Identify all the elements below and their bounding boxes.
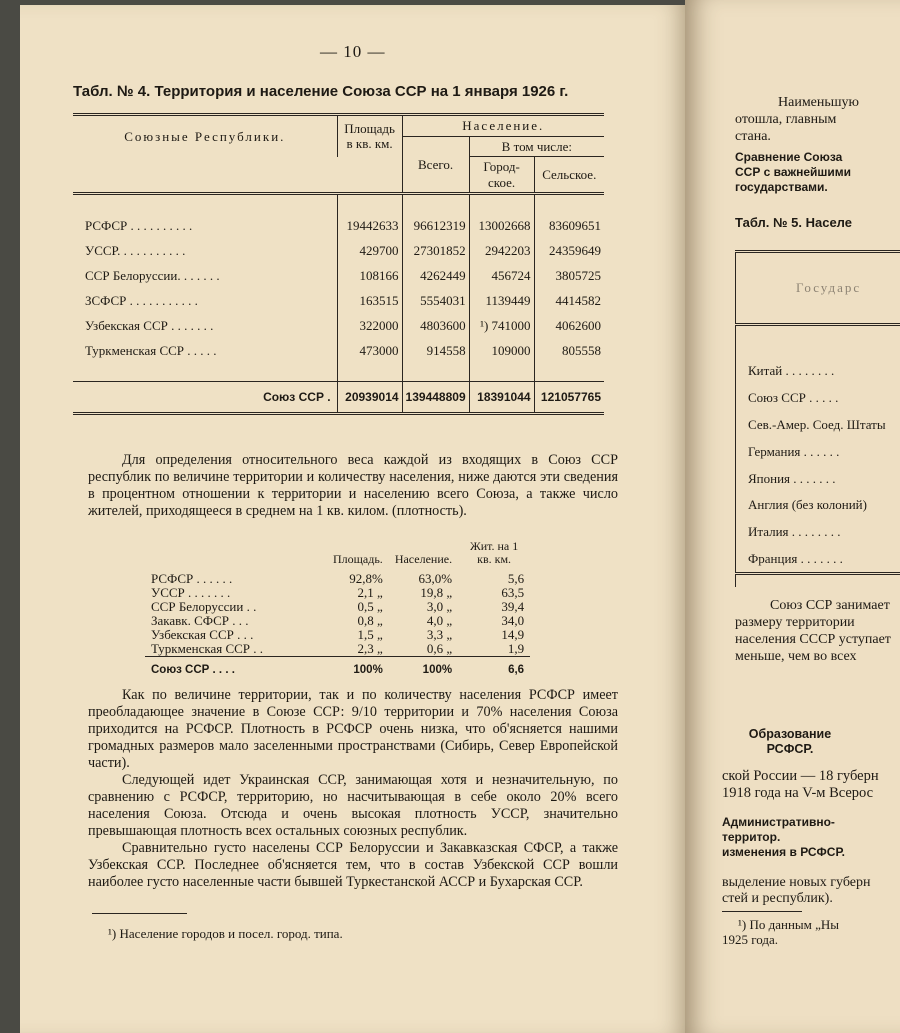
table-total-row: Союз ССР . 20939014 139448809 18391044 121057765 [73, 382, 604, 414]
right-line: стана. [735, 129, 771, 144]
right-line: стей и республик). [722, 891, 833, 906]
right-line: ской России — 18 губерн [722, 768, 879, 784]
table-row: Узбекская ССР . . . . . . . 322000 4803600 ¹) 741000 4062600 [73, 313, 604, 338]
table-row: РСФСР . . . . . . . . . . 19442633 96612319 13002668 83609651 [73, 194, 604, 239]
table-row: Англия (без колоний) [748, 497, 867, 513]
header-population: Население. [402, 115, 604, 137]
right-footnote: 1925 года. [722, 932, 779, 947]
side-heading-formation: Образование РСФСР. [748, 727, 832, 756]
paragraph-3: Следующей идет Украинская ССР, занимающая хотя и незначительную, по сравнению с РСФСР, территорию, но насчитывающая в себе около 20% всего населения Союза. Отсюда и очень высокая плотность УССР, значительно превышающая плотность всех остальных союзных республик. [88, 772, 618, 839]
table-row: Туркменская ССР . . . . . 473000 914558 109000 805558 [73, 338, 604, 382]
header-urban: Город-ское. [469, 157, 534, 194]
header-total: Всего. [402, 136, 469, 194]
side-heading-comparison: Сравнение Союза ССР с важнейшими государствами. [735, 150, 852, 194]
table-row: Союз ССР . . . . . [748, 390, 839, 406]
right-line: отошла, главным [735, 112, 837, 127]
table-row: Италия . . . . . . . . [748, 524, 841, 540]
right-line: 1918 года на V-м Всерос [722, 785, 874, 801]
right-line: выделение новых губерн [722, 875, 871, 890]
side-heading-admin-changes: Административно-территор. изменения в РСФСР. [722, 815, 846, 859]
table-row: Узбекская ССР . . . 1,5 „ 3,3 „ 14,9 [151, 627, 525, 642]
table-row: Япония . . . . . . . [748, 470, 836, 486]
footnote-divider [722, 911, 802, 912]
right-line: меньше, чем во всех [735, 649, 857, 664]
table5-percentages: Площадь. Население. Жит. на 1 кв. км. РСФСР . . . . . . 92,8% 63,0% 5,6 УССР . . . . . . . 2,1 „ 19,8 „ 63,5 ССР Белоруссии . . 0,5 „ 3,0 „ 39,4 Закавк. СФСР . . . 0,8 „ 4,0 „ 34,0 Узбекская ССР . . . 1,5 „ 3,3 „ 14,9 Туркменская ССР . . 2,3 „ 0,6 „ 1,9 Союз ССР . . . . 100% 100% 6,6 [145, 540, 530, 677]
table-row: ССР Белоруссии . . 0,5 „ 3,0 „ 39,4 [151, 599, 525, 614]
footnote-divider [92, 913, 187, 914]
footnote: ¹) Население городов и посел. город. типа. [108, 926, 343, 941]
table4-title: Табл. № 4. Территория и население Союза ССР на 1 января 1926 г. [73, 83, 569, 100]
table-row: УССР. . . . . . . . . . . 429700 27301852 2942203 24359649 [73, 238, 604, 263]
table-row: Туркменская ССР . . 2,3 „ 0,6 „ 1,9 [151, 641, 525, 656]
paragraph-2: Как по величине территории, так и по количеству населения РСФСР имеет преобладающее значение в Союзе ССР: 9/10 территории и 70% населения Союза приходится на РСФСР. Плотность в РСФСР очень низка, что об'ясняется нашими громадных размеров мало заселенными пространствами (Сибирь, Север Европейской части). [88, 687, 618, 771]
right-line: Союз ССР занимает [770, 598, 890, 613]
countries-table [735, 250, 900, 587]
table-row: Сев.-Амер. Соед. Штаты [748, 416, 886, 432]
right-line: населения СССР уступает [735, 632, 891, 647]
paragraph-1: Для определения относительного веса каждой из входящих в Союз ССР республик по величине территории и количеству населения, ниже даются эти сведения в процентном отношении к территории и населению всего Союза, а также число жителей, приходящееся в среднем на 1 кв. килом. (плотность). [88, 452, 618, 519]
table-row: РСФСР . . . . . . 92,8% 63,0% 5,6 [151, 571, 525, 586]
right-footnote: ¹) По данным „Ны [738, 917, 840, 932]
table-row: Германия . . . . . . [748, 443, 840, 459]
table-row: ССР Белоруссии. . . . . . . 108166 4262449 456724 3805725 [73, 263, 604, 288]
table4 [73, 113, 604, 415]
table-row: УССР . . . . . . . 2,1 „ 19,8 „ 63,5 [151, 585, 525, 600]
table-row: ЗСФСР . . . . . . . . . . . 163515 5554031 1139449 4414582 [73, 288, 604, 313]
page-number: — 10 — [320, 42, 386, 61]
table5-title: Табл. № 5. Населе [735, 215, 852, 230]
table-row: Китай . . . . . . . . [748, 363, 835, 379]
header-of-which: В том числе: [469, 136, 604, 157]
header-area: Площадь в кв. км. [337, 115, 402, 157]
header-rural: Сельское. [534, 157, 604, 194]
paragraph-4: Сравнительно густо населены ССР Белоруссии и Закавказская СФСР, а также Узбекская ССР. Последнее об'ясняется тем, что в состав Узбекской ССР вошли наиболее густо населенные части бывшей Туркестанской АССР и Бухарская ССР. [88, 840, 618, 890]
table-row: Франция . . . . . . . [748, 550, 843, 566]
header-republics: Союзные Республики. [124, 128, 286, 144]
right-line: Наименьшую [778, 95, 860, 110]
table-total-row: Союз ССР . . . . 100% 100% 6,6 [145, 657, 530, 678]
table-row: Закавк. СФСР . . . 0,8 „ 4,0 „ 34,0 [151, 613, 525, 628]
header-states: Государс [796, 280, 862, 295]
right-line: размеру территории [735, 615, 855, 630]
